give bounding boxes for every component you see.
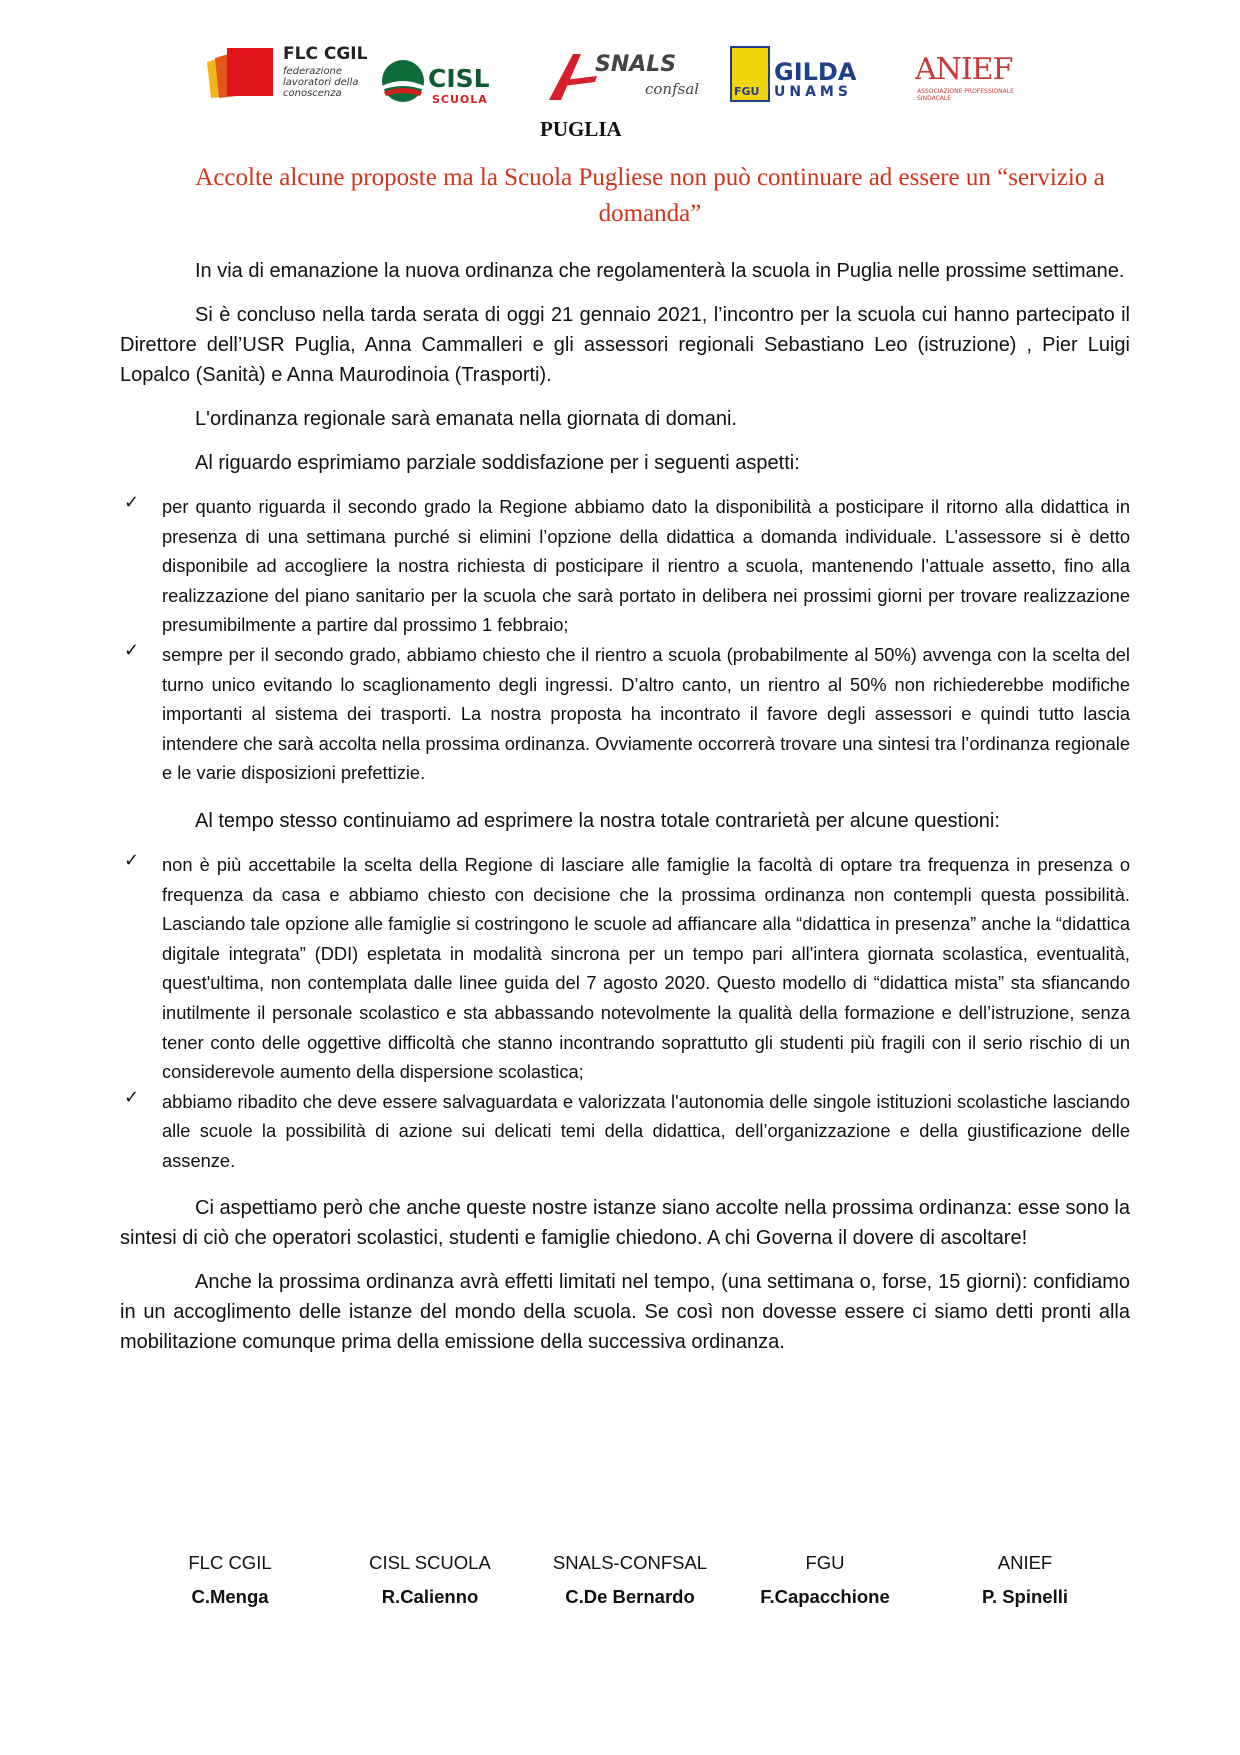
paragraph-contrariety: Al tempo stesso continuiamo ad esprimere la nostra totale contrarietà per alcune questioni: — [195, 809, 1000, 832]
gilda-logo-subtitle: UNAMS — [774, 84, 852, 100]
signature-name: P. Spinelli — [981, 1586, 1069, 1607]
signature-org: FLC CGIL — [188, 1552, 272, 1573]
signature-cisl-scuola — [330, 1552, 530, 1608]
paragraph-expectation: Ci aspettiamo però che anche queste nostre istanze siano accolte nella prossima ordinanza: esse sono la sintesi di ciò che operatori scolastici, studenti e famiglie chiedono. A chi Governa il dovere di ascoltare! — [120, 1197, 1130, 1250]
checkmark-icon: ✓ — [124, 1086, 140, 1108]
flc-cgil-logo-name: FLC CGIL — [283, 44, 368, 64]
region-heading: PUGLIA — [540, 117, 622, 141]
document-title: Accolte alcune proposte ma la Scuola Pugliese non può continuare ad essere un “servizio a domanda” — [195, 164, 1105, 227]
paragraph-intro: In via di emanazione la nuova ordinanza che regolamenterà la scuola in Puglia nelle prossime settimane. — [195, 260, 1125, 282]
checkmark-icon: ✓ — [124, 639, 140, 661]
list-item-text: abbiamo ribadito che deve essere salvaguardata e valorizzata l'autonomia delle singole istituzioni scolastiche lasciando alle scuole la possibilità di azione sui delicati temi della didattica, dell’organizzazione e della giustificazione delle assenze. — [162, 1090, 1130, 1171]
signature-org: SNALS-CONFSAL — [552, 1552, 708, 1573]
logo-bar — [0, 38, 1240, 108]
paragraph-meeting: Si è concluso nella tarda serata di oggi 21 gennaio 2021, l’incontro per la scuola cui hanno partecipato il Direttore dell’USR Puglia, Anna Cammalleri e gli assessori regionali Sebastiano Leo (istruzione) , Pier Luigi Lopalco (Sanità) e Anna Maurodinoia (Trasporti). — [120, 304, 1130, 386]
gilda-unams-logo — [730, 38, 860, 104]
list-item — [120, 492, 1130, 640]
document-body — [120, 256, 1130, 1371]
flc-cgil-logo-subtitle: federazione lavoratori della conoscenza — [283, 66, 359, 99]
cisl-logo-subtitle: SCUOLA — [432, 93, 488, 106]
signature-name: C.Menga — [191, 1586, 269, 1607]
snals-logo-subtitle: confsal — [645, 80, 700, 98]
signature-org: ANIEF — [997, 1552, 1053, 1573]
fgu-mark — [730, 46, 770, 102]
cisl-mark-icon — [380, 58, 426, 104]
anief-logo-name: ANIEF — [915, 52, 1013, 87]
signature-snals-confsal — [530, 1552, 730, 1608]
snals-confsal-logo — [545, 38, 700, 104]
satisfaction-list — [120, 492, 1130, 788]
list-item-text: sempre per il secondo grado, abbiamo chiesto che il rientro a scuola (probabilmente al 50%) avvenga con la scelta del turno unico evitando lo scaglionamento degli ingressi. D’altro canto, un rientro al 50% non richiederebbe modifiche importanti al sistema dei trasporti. La nostra proposta ha incontrato il favore degli assessori e quindi tutto lascia intendere che sarà accolta nella prossima ordinanza. Ovviamente occorrerà trovare una sintesi tra l’ordinanza regionale e le varie disposizioni prefettizie. — [162, 643, 1130, 784]
signature-org: FGU — [805, 1552, 845, 1573]
list-item — [120, 1087, 1130, 1176]
signature-org: CISL SCUOLA — [369, 1552, 491, 1573]
snals-mark-icon — [545, 50, 601, 102]
paragraph-satisfaction: Al riguardo esprimiamo parziale soddisfazione per i seguenti aspetti: — [195, 452, 800, 474]
signature-flc-cgil — [130, 1552, 330, 1608]
list-item — [120, 640, 1130, 788]
fgu-mark-label: FGU — [734, 85, 760, 98]
paragraph-closing: Anche la prossima ordinanza avrà effetti limitati nel tempo, (una settimana o, forse, 15 giorni): confidiamo in un accoglimento delle istanze del mondo della scuola. Se così non dovesse essere ci siamo detti pronti alla mobilitazione comunque prima della emissione della successiva ordinanza. — [120, 1271, 1130, 1354]
paragraph-ordinance: L'ordinanza regionale sarà emanata nella giornata di domani. — [195, 408, 737, 430]
signature-anief — [925, 1552, 1125, 1608]
checkmark-icon: ✓ — [124, 492, 140, 513]
signature-fgu — [725, 1552, 925, 1608]
checkmark-icon: ✓ — [124, 849, 140, 871]
flc-cgil-mark-icon — [205, 48, 277, 100]
contrariety-list — [120, 850, 1130, 1176]
anief-logo-subtitle: ASSOCIAZIONE PROFESSIONALE SINDACALE — [917, 88, 1014, 102]
snals-logo-name: SNALS — [595, 52, 677, 77]
gilda-logo-name: GILDA — [774, 58, 857, 86]
cisl-logo-name: CISL — [428, 64, 490, 93]
signature-name: R.Calienno — [381, 1586, 479, 1607]
cisl-scuola-logo — [380, 38, 500, 104]
list-item-text: per quanto riguarda il secondo grado la Regione abbiamo dato la disponibilità a posticipare il ritorno alla didattica in presenza di una settimana purché si elimini l’opzione della didattica a domanda individuale. L’assessore si è detto disponibile ad accogliere la nostra richiesta di posticipare il rientro a scuola, mantenendo l’attuale assetto, fino alla realizzazione del piano sanitario per la scuola che sarà portato in delibera nei prossimi giorni per trovare realizzazione presumibilmente a partire dal prossimo 1 febbraio; — [162, 496, 1130, 636]
flc-cgil-logo — [205, 38, 375, 104]
list-item-text: non è più accettabile la scelta della Regione di lasciare alle famiglie la facoltà di optare tra frequenza in presenza o frequenza da casa e abbiamo chiesto con decisione che la prossima ordinanza non contempli questa possibilità. Lasciando tale opzione alle famiglie si costringono le scuole ad affiancare alla “didattica in presenza” anche la “didattica digitale integrata” (DDI) espletata in modalità sincrona per un tempo pari all'intera giornata scolastica, eventualità, quest'ultima, non contemplata dalle linee guida del 7 agosto 2020. Questo modello di “didattica mista” sta sfiancando inutilmente il personale scolastico e sta abbassando notevolmente la qualità della formazione e dell’istruzione, senza tener conto delle oggettive difficoltà che stanno incontrando soprattutto gli studenti più fragili con il serio rischio di un considerevole aumento della dispersione scolastica; — [162, 853, 1130, 1083]
list-item — [120, 850, 1130, 1087]
signature-name: C.De Bernardo — [565, 1586, 695, 1607]
anief-logo — [915, 38, 1025, 104]
signature-name: F.Capacchione — [760, 1586, 890, 1607]
